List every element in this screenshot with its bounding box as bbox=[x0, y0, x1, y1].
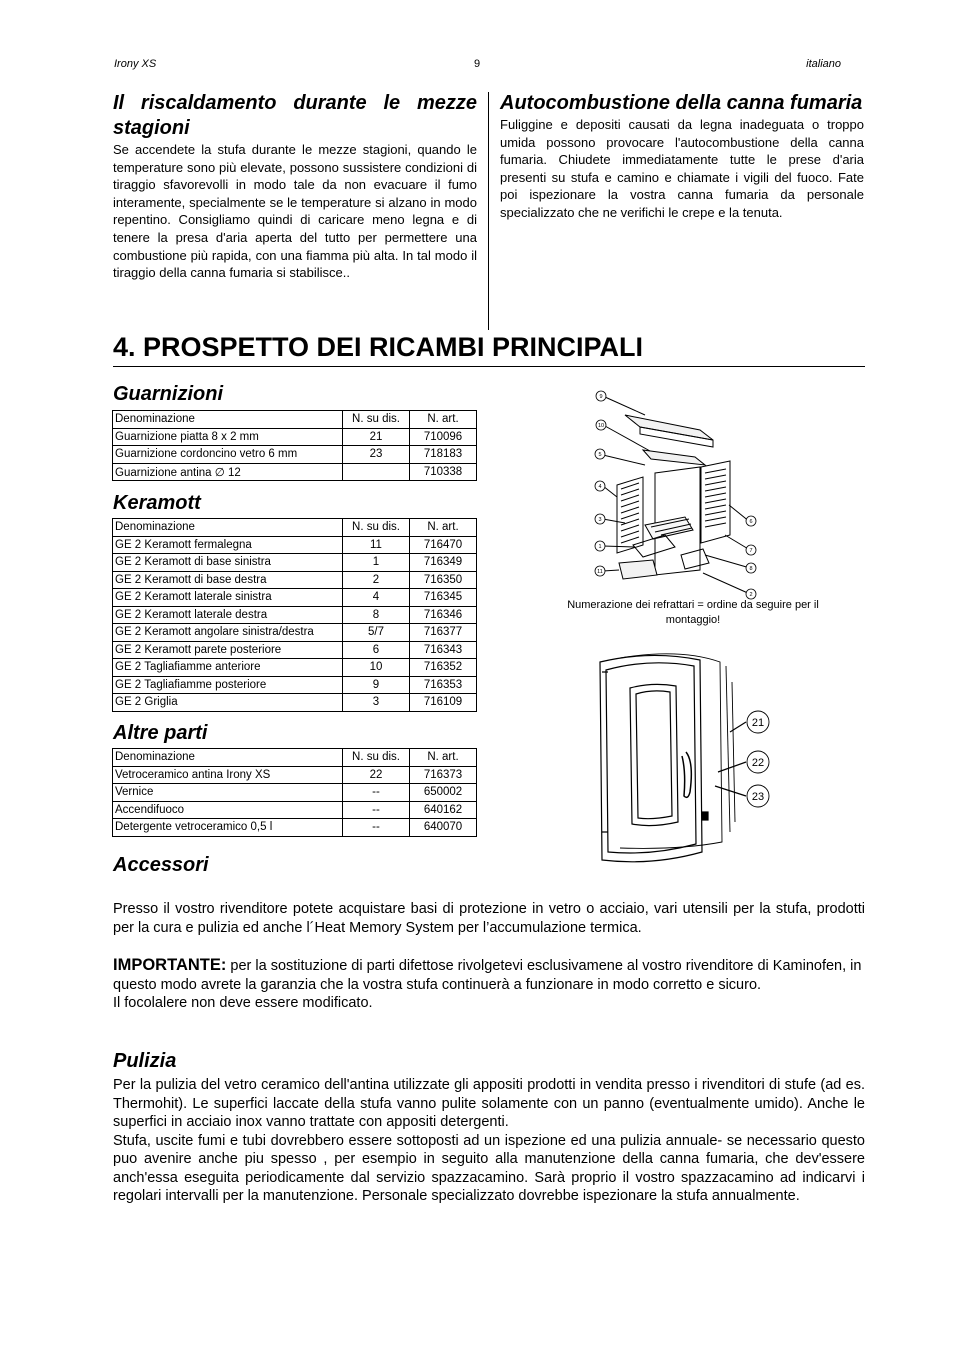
part-name-cell: GE 2 Keramott angolare sinistra/destra bbox=[113, 624, 343, 642]
svg-text:6: 6 bbox=[749, 519, 753, 525]
article-number-cell: 716352 bbox=[410, 659, 477, 677]
drawing-number-cell: 9 bbox=[343, 676, 410, 694]
part-name-cell: Denominazione bbox=[113, 519, 343, 537]
callout-22 bbox=[747, 751, 769, 773]
table-header-row bbox=[113, 749, 477, 767]
drawing-number-cell: 6 bbox=[343, 641, 410, 659]
svg-text:1: 1 bbox=[598, 544, 602, 550]
svg-text:10: 10 bbox=[597, 423, 605, 429]
drawing-number-cell: 8 bbox=[343, 606, 410, 624]
part-name-cell: GE 2 Tagliafiamme anteriore bbox=[113, 659, 343, 677]
refractory-exploded-figure bbox=[585, 385, 775, 600]
part-name-cell: GE 2 Tagliafiamme posteriore bbox=[113, 676, 343, 694]
callout-1 bbox=[595, 541, 605, 551]
drawing-number-cell: 22 bbox=[343, 766, 410, 784]
article-number-cell: 718183 bbox=[410, 446, 477, 464]
pulizia-paragraph-1: Per la pulizia del vetro ceramico dell'antina utilizzate gli appositi prodotti in vendita presso i rivenditori di stufe (ad es. Thermohit). Le superfici laccate della stufa vanno pulite solamente con un panno (eventualmente umido). Anche le superfici in acciaio inox vanno trattate con appositi detergenti. bbox=[113, 1077, 865, 1130]
drawing-number-cell: N. su dis. bbox=[343, 519, 410, 537]
drawing-number-cell: 21 bbox=[343, 428, 410, 446]
drawing-number-cell: 5/7 bbox=[343, 624, 410, 642]
part-name-cell: Guarnizione antina ∅ 12 bbox=[113, 463, 343, 481]
table-row bbox=[113, 641, 477, 659]
table-row bbox=[113, 624, 477, 642]
table-header-row bbox=[113, 519, 477, 537]
chapter-title: PROSPETTO DEI RICAMBI PRINCIPALI bbox=[143, 332, 644, 362]
article-number-cell: 650002 bbox=[410, 784, 477, 802]
callout-9 bbox=[596, 391, 606, 401]
drawing-number-cell: 1 bbox=[343, 554, 410, 572]
pulizia-paragraph-2: Stufa, uscite fumi e tubi dovrebbero essere sottoposti ad un ispezione ed una pulizia annuale- se necessario questo puo avenire anche piu spesso , per esempio in seguito alla manutenzione della canna fumaria, che dev'essere anch'essa eseguita periodicamente dal servizio spazzacamino. Sarà proprio il vostro spazzacamino ad indicarvi i regolari intervalli per la manutenzione. Personale specializzato dovrebbe ispezionare la stufa annualmente. bbox=[113, 1132, 865, 1204]
table-row bbox=[113, 659, 477, 677]
drawing-number-cell: 10 bbox=[343, 659, 410, 677]
part-name-cell: GE 2 Keramott di base destra bbox=[113, 571, 343, 589]
callout-7 bbox=[746, 545, 756, 555]
left-column-text: Se accendete la stufa durante le mezze stagioni, quando le temperature sono più elevate, possono sussistere condizioni di tiraggio sfavorevolli in modo tale da non evacuare il fumo interamente, specialmente se le temperature si alzano in modo repentino. Consigliamo quindi di caricare meno legna e di tenere la presa d'aria aperta del tutto per permettere una combustione più rapida, con una fiamma più alta. In tal modo il tiraggio della canna fumaria si stabilisce.. bbox=[113, 142, 477, 281]
part-name-cell: GE 2 Griglia bbox=[113, 694, 343, 712]
table-row bbox=[113, 694, 477, 712]
callout-6 bbox=[746, 516, 756, 526]
article-number-cell: 716349 bbox=[410, 554, 477, 572]
article-number-cell: 640070 bbox=[410, 819, 477, 837]
table-row bbox=[113, 446, 477, 464]
table-keramott bbox=[112, 518, 477, 712]
part-name-cell: Denominazione bbox=[113, 411, 343, 429]
part-name-cell: Guarnizione cordoncino vetro 6 mm bbox=[113, 446, 343, 464]
part-name-cell: Accendifuoco bbox=[113, 801, 343, 819]
drawing-number-cell: 11 bbox=[343, 536, 410, 554]
drawing-number-cell: -- bbox=[343, 784, 410, 802]
svg-text:22: 22 bbox=[751, 757, 765, 769]
callout-3 bbox=[595, 514, 605, 524]
part-name-cell: GE 2 Keramott fermalegna bbox=[113, 536, 343, 554]
table-row bbox=[113, 819, 477, 837]
part-name-cell: Vetroceramico antina Irony XS bbox=[113, 766, 343, 784]
svg-text:9: 9 bbox=[599, 394, 603, 400]
drawing-number-cell: N. su dis. bbox=[343, 749, 410, 767]
article-number-cell: N. art. bbox=[410, 411, 477, 429]
page-number: 9 bbox=[473, 58, 481, 70]
callout-10 bbox=[596, 420, 606, 430]
right-column bbox=[500, 91, 864, 222]
svg-text:23: 23 bbox=[751, 791, 765, 803]
header-right: italiano bbox=[806, 58, 841, 70]
callout-4 bbox=[595, 481, 605, 491]
table-row bbox=[113, 571, 477, 589]
article-number-cell: 716345 bbox=[410, 589, 477, 607]
article-number-cell: 710096 bbox=[410, 428, 477, 446]
drawing-number-cell: 4 bbox=[343, 589, 410, 607]
article-number-cell: 716109 bbox=[410, 694, 477, 712]
part-name-cell: Guarnizione piatta 8 x 2 mm bbox=[113, 428, 343, 446]
left-column-title: Il riscaldamento durante le mezze stagioni bbox=[113, 92, 477, 139]
article-number-cell: 716470 bbox=[410, 536, 477, 554]
drawing-number-cell: N. su dis. bbox=[343, 411, 410, 429]
table-row bbox=[113, 801, 477, 819]
svg-text:11: 11 bbox=[597, 569, 603, 575]
important-label: IMPORTANTE: bbox=[113, 956, 227, 974]
section-keramott-title: Keramott bbox=[113, 492, 201, 514]
callout-21 bbox=[747, 711, 769, 733]
part-name-cell: Vernice bbox=[113, 784, 343, 802]
section-accessori-title: Accessori bbox=[113, 854, 209, 876]
svg-text:8: 8 bbox=[749, 566, 753, 572]
table-row bbox=[113, 676, 477, 694]
left-column bbox=[113, 91, 477, 282]
pulizia-text bbox=[113, 1076, 865, 1206]
table-row bbox=[113, 536, 477, 554]
part-name-cell: GE 2 Keramott laterale sinistra bbox=[113, 589, 343, 607]
table-altre bbox=[112, 748, 477, 837]
svg-text:2: 2 bbox=[749, 592, 753, 598]
callout-5 bbox=[595, 449, 605, 459]
right-column-title: Autocombustione della canna fumaria bbox=[500, 92, 863, 114]
important-paragraph bbox=[113, 956, 865, 994]
svg-text:5: 5 bbox=[598, 452, 602, 458]
header-left: Irony XS bbox=[114, 58, 157, 70]
drawing-number-cell: 3 bbox=[343, 694, 410, 712]
table-header-row bbox=[113, 411, 477, 429]
callout-23 bbox=[747, 785, 769, 807]
table-row bbox=[113, 589, 477, 607]
table-row bbox=[113, 463, 477, 481]
important-text: per la sostituzione di parti difettose rivolgetevi esclusivamene al vostro rivenditore di Kaminofen, in questo modo avrete la garanzia che la vostra stufa continuerà a funzionare in modo corretto e sicuro. bbox=[113, 958, 862, 993]
svg-text:7: 7 bbox=[749, 548, 753, 554]
drawing-number-cell bbox=[343, 463, 410, 481]
chapter-number: 4. bbox=[113, 332, 136, 362]
important-block bbox=[113, 956, 865, 1013]
article-number-cell: 716346 bbox=[410, 606, 477, 624]
table-row bbox=[113, 606, 477, 624]
table-row bbox=[113, 554, 477, 572]
chapter-heading bbox=[113, 330, 865, 367]
drawing-number-cell: -- bbox=[343, 801, 410, 819]
article-number-cell: 716353 bbox=[410, 676, 477, 694]
svg-text:4: 4 bbox=[598, 484, 602, 490]
table-row bbox=[113, 428, 477, 446]
article-number-cell: 716373 bbox=[410, 766, 477, 784]
part-name-cell: GE 2 Keramott di base sinistra bbox=[113, 554, 343, 572]
article-number-cell: 716350 bbox=[410, 571, 477, 589]
right-column-text: Fuliggine e depositi causati da legna inadeguata o troppo umida possono provocare l'autocombustione della canna fumaria. Chiudete immediatamente tutte le prese d'aria presenti su stufa e camino e chiamate i vigili del fuoco. Fate poi ispezionare la vostra canna fumaria da personale specializzato che ne verifichi le crepe e la tenuta. bbox=[500, 117, 864, 220]
article-number-cell: N. art. bbox=[410, 519, 477, 537]
table-row bbox=[113, 784, 477, 802]
accessori-text bbox=[113, 900, 865, 937]
table-row bbox=[113, 766, 477, 784]
drawing-number-cell: 23 bbox=[343, 446, 410, 464]
figure-caption: Numerazione dei refrattari = ordine da seguire per il montaggio! bbox=[567, 599, 819, 626]
drawing-number-cell: 2 bbox=[343, 571, 410, 589]
callout-8 bbox=[746, 563, 756, 573]
accessori-paragraph: Presso il vostro rivenditore potete acquistare basi di protezione in vetro o acciaio, vari utensili per la stufa, prodotti per la cura e pulizia ed anche l´Heat Memory System per l’accumulazione termica. bbox=[113, 901, 865, 936]
table-guarnizioni bbox=[112, 410, 477, 481]
article-number-cell: 640162 bbox=[410, 801, 477, 819]
article-number-cell: 716343 bbox=[410, 641, 477, 659]
callout-11 bbox=[595, 566, 605, 576]
door-exploded-figure bbox=[590, 652, 780, 867]
part-name-cell: GE 2 Keramott parete posteriore bbox=[113, 641, 343, 659]
section-guarnizioni-title: Guarnizioni bbox=[113, 383, 223, 405]
section-pulizia-title: Pulizia bbox=[113, 1050, 177, 1072]
article-number-cell: 710338 bbox=[410, 463, 477, 481]
important-note: Il focolalere non deve essere modificato. bbox=[113, 995, 373, 1011]
section-altre-title: Altre parti bbox=[113, 722, 208, 744]
part-name-cell: Detergente vetroceramico 0,5 l bbox=[113, 819, 343, 837]
column-divider bbox=[488, 92, 489, 330]
part-name-cell: Denominazione bbox=[113, 749, 343, 767]
svg-text:3: 3 bbox=[598, 517, 602, 523]
part-name-cell: GE 2 Keramott laterale destra bbox=[113, 606, 343, 624]
article-number-cell: 716377 bbox=[410, 624, 477, 642]
article-number-cell: N. art. bbox=[410, 749, 477, 767]
drawing-number-cell: -- bbox=[343, 819, 410, 837]
svg-text:21: 21 bbox=[751, 717, 765, 729]
